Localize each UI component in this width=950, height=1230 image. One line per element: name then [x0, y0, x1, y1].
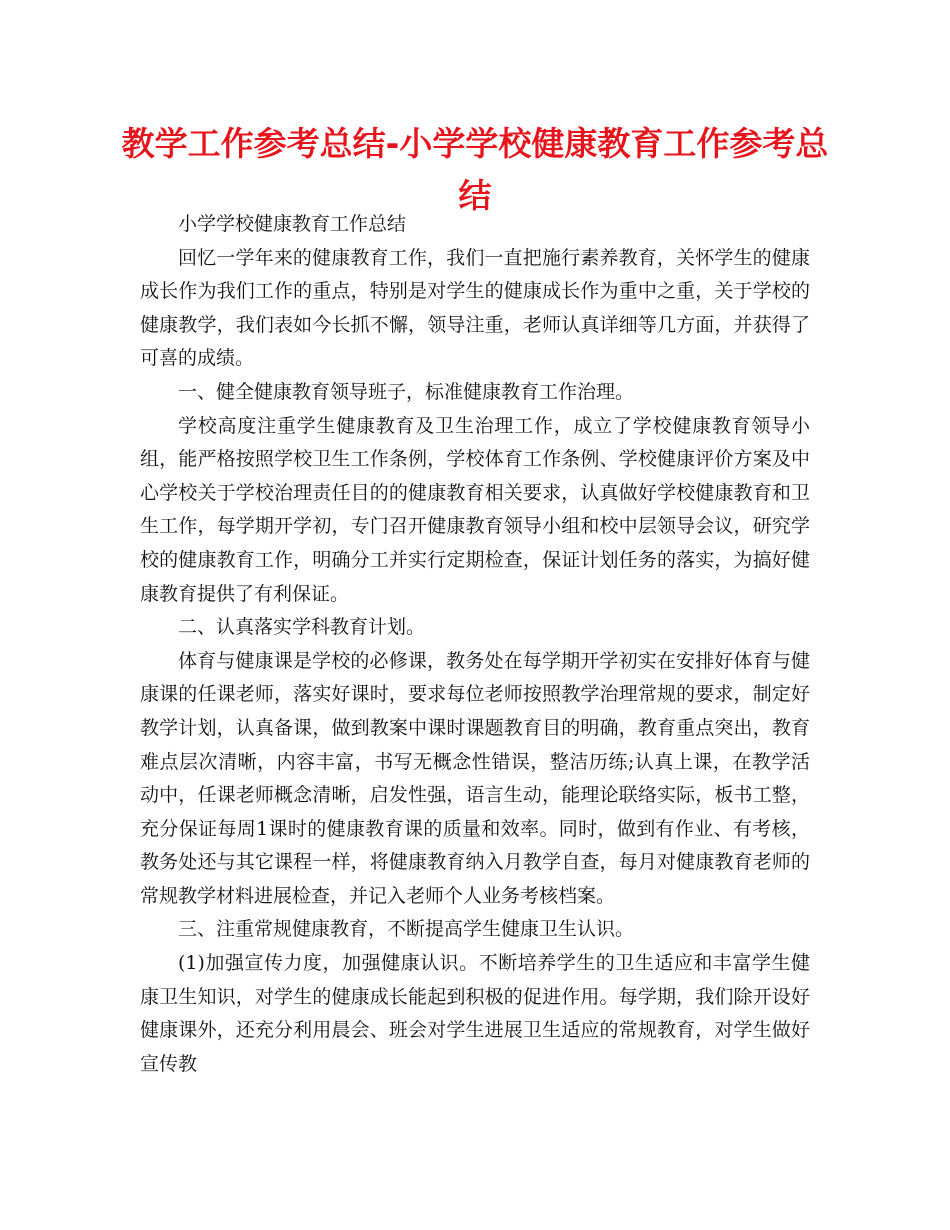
paragraph-subtitle: 小学学校健康教育工作总结 [178, 213, 407, 235]
section-heading-3: 三、注重常规健康教育，不断提高学生健康卫生认识。 [178, 918, 635, 941]
document-title: 教学工作参考总结-小学学校健康教育工作参考总结 [121, 124, 829, 215]
paragraph-section-2: 体育与健康课是学校的必修课，教务处在每学期开学初实在安排好体育与健康课的任课老师，落实好课时，要求每位老师按照教学治理常规的要求，制定好教学计划，认真备课，做到教案中课时课题教育目的明确，教育重点突出，教育难点层次清晰，内容丰富，书写无概念性错误，整洁历练;认真上课，在教学活动中，任课老师概念清晰，启发性强，语言生动，能理论联络实际，板书工整，充分保证每周1课时的健康教育课的质量和效率。同时，做到有作业、有考核，教务处还与其它课程一样，将健康教育纳入月教学自查，每月对健康教育老师的常规教学材料进展检查，并记入老师个人业务考核档案。 [140, 649, 810, 907]
paragraph-intro: 回忆一学年来的健康教育工作，我们一直把施行素养教育，关怀学生的健康成长作为我们工作的重点，特别是对学生的健康成长作为重中之重，关于学校的健康教学，我们表如今长抓不懈，领导注重，老师认真详细等几方面，并获得了可喜的成绩。 [140, 246, 810, 370]
section-heading-2: 二、认真落实学科教育计划。 [178, 616, 426, 639]
paragraph-section-3-item-1: (1)加强宣传力度，加强健康认识。不断培养学生的卫生适应和丰富学生健康卫生知识，对学生的健康成长能起到积极的促进作用。每学期，我们除开设好健康课外，还充分利用晨会、班会对学生进展卫生适应的常规教育，对学生做好宣传教 [140, 952, 810, 1075]
document-body [140, 208, 810, 1081]
section-heading-1: 一、健全健康教育领导班子，标准健康教育工作治理。 [178, 380, 635, 403]
paragraph-section-1: 学校高度注重学生健康教育及卫生治理工作，成立了学校健康教育领导小组，能严格按照学校卫生工作条例，学校体育工作条例、学校健康评价方案及中心学校关于学校治理责任目的的健康教育相关要求，认真做好学校健康教育和卫生工作，每学期开学初，专门召开健康教育领导小组和校中层领导会议，研究学校的健康教育工作，明确分工并实行定期检查，保证计划任务的落实，为搞好健康教育提供了有利保证。 [140, 414, 810, 605]
